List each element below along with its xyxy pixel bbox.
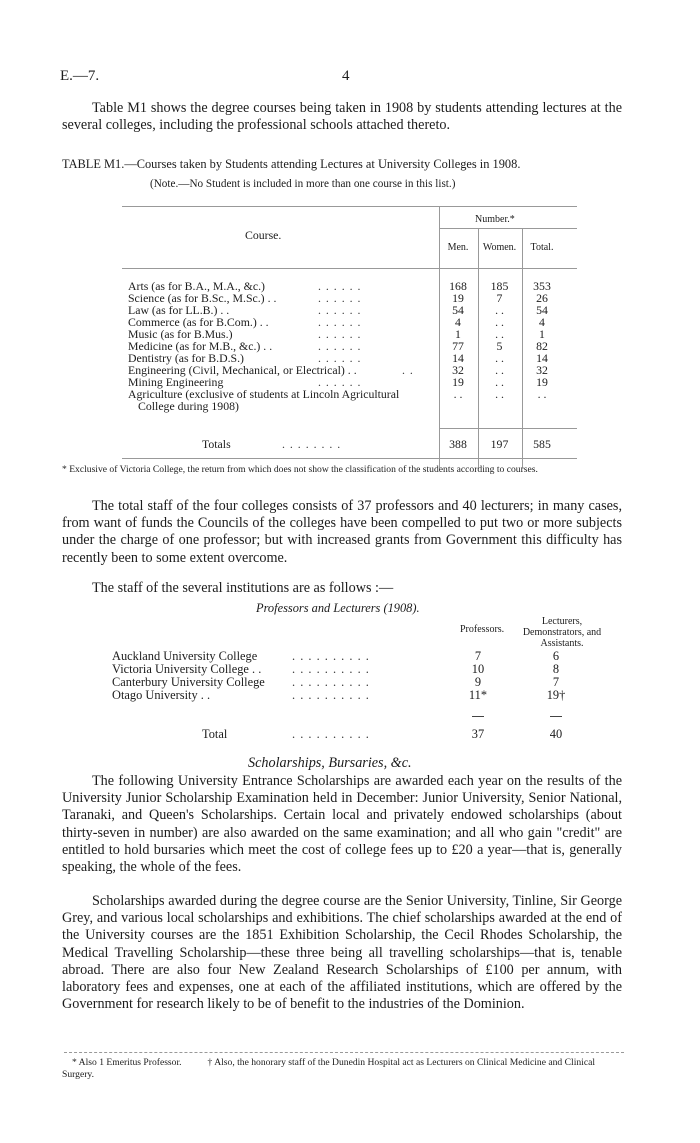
col-total-header: Total.	[530, 242, 554, 253]
women-cell: 7	[496, 291, 503, 305]
table-footnote: * Exclusive of Victoria College, the return from which does not show the classification of the students according to courses.	[62, 464, 538, 475]
leader-dots: . . . . . .	[318, 375, 362, 389]
section-heading: Scholarships, Bursaries, &c.	[248, 755, 412, 771]
women-cell: 185	[490, 279, 509, 293]
course-cell: Music (as for B.Mus.)	[128, 327, 233, 341]
course-cell: Dentistry (as for B.D.S.)	[128, 351, 244, 365]
men-cell: . .	[453, 387, 463, 401]
staff-total-row: Total . . . . . . . . . . 37 40	[202, 727, 563, 741]
total-cell: 32	[536, 363, 548, 377]
totals-top-rule	[439, 428, 577, 429]
leader-dots: . . . . . . . . . .	[292, 649, 370, 663]
col-women-header: Women.	[482, 242, 517, 253]
men-cell: 19	[452, 291, 464, 305]
staff-paragraph: The total staff of the four colleges consists of 37 professors and 40 lecturers; in many cases, from want of funds the Councils of the colleges have been compelled to put two or more subjects under the charge of one professor; but with increased grants from Government this difficulty has recently been to some extent overcome.	[62, 498, 622, 566]
total-cell: 26	[536, 291, 548, 305]
number-column-header: Number.*	[475, 214, 515, 225]
lecturers-cell: 19†	[546, 688, 566, 702]
men-cell: 77	[452, 339, 464, 353]
table-top-rule	[122, 206, 577, 207]
lecturers-cell: 7	[552, 675, 560, 689]
course-cell: Science (as for B.Sc., M.Sc.) . .	[128, 291, 277, 305]
course-cell: Medicine (as for M.B., &c.) . .	[128, 339, 273, 353]
professors-cell: 7	[474, 649, 482, 663]
professors-cell: 10	[471, 662, 485, 676]
leader-dots: . . . . . . . . . .	[292, 675, 370, 689]
list-item	[112, 689, 617, 702]
men-cell: 32	[452, 363, 464, 377]
men-cell: 19	[452, 375, 464, 389]
institution-name: Auckland University College	[112, 649, 258, 663]
total-cell: . .	[537, 387, 547, 401]
col-lecturers-header: Lecturers, Demonstrators, and Assistants.	[522, 616, 602, 649]
bottom-footnotes: * Also 1 Emeritus Professor. † Also, the honorary staff of the Dunedin Hospital act as Lecturers on Clinical Medicine and Clinical Surgery.	[62, 1057, 596, 1080]
total-cell: 4	[539, 315, 545, 329]
scholarship-paragraph-2: Scholarships awarded during the degree course are the Senior University, Tinline, Sir George Grey, and various local scholarships and exhibitions. The chief scholarships awarded at the end of the University courses are the 1851 Exhibition Scholarship, the Cecil Rhodes Scholarship, the Medical Travelling Scholarship—these three being all travelling scholarships—that is, tenable abroad. There are also four New Zealand Research Scholarships of £100 per annum, with laboratory fees and expenses, one at each of the affiliated institutions, which are offered by the Government for research likely to be of benefit to the industries of the Dominion.	[62, 893, 622, 1013]
page-header	[60, 68, 640, 88]
page-number: 4	[342, 68, 350, 84]
header-bottom-rule	[122, 268, 577, 269]
course-cell: Engineering (Civil, Mechanical, or Electrical) . .	[128, 363, 357, 377]
professors-cell: 11*	[468, 688, 488, 702]
staff-intro: The staff of the several institutions are as follows :—	[92, 580, 394, 596]
institution-name: Otago University . .	[112, 688, 211, 702]
women-cell: 5	[496, 339, 503, 353]
course-column-header: Course.	[245, 228, 282, 242]
institution-name: Victoria University College . .	[112, 662, 262, 676]
leader-dots: . . . . . .	[318, 279, 362, 293]
leader-dots: . . . . . . . . . .	[292, 688, 370, 702]
totals-row: Totals . . . . . . . . 388 197 585	[202, 437, 551, 451]
table-bottom-rule	[122, 458, 577, 459]
leader-dots: . . . . . .	[318, 291, 362, 305]
number-header-rule	[439, 228, 577, 229]
total-rule-professors	[472, 716, 484, 717]
course-cell: Agriculture (exclusive of students at Lincoln Agricultural	[128, 387, 400, 401]
course-cell: Commerce (as for B.Com.) . .	[128, 315, 269, 329]
total-cell: 19	[536, 375, 548, 389]
course-cell: Arts (as for B.A., M.A., &c.)	[128, 279, 265, 293]
women-cell: . .	[495, 375, 504, 389]
staff-table-title: Professors and Lecturers (1908).	[256, 601, 420, 615]
women-cell: . .	[495, 303, 504, 317]
col-men-header: Men.	[447, 242, 469, 253]
total-cell: 54	[536, 303, 548, 317]
report-reference: E.—7.	[60, 68, 100, 84]
men-cell: 1	[455, 327, 461, 341]
course-cell: Law (as for LL.B.) . .	[128, 303, 230, 317]
col-professors-header: Professors.	[460, 624, 505, 635]
leader-dots: . . . . . .	[318, 315, 362, 329]
footnote-divider	[64, 1052, 624, 1053]
intro-paragraph: Table M1 shows the degree courses being taken in 1908 by students attending lectures at the several colleges, including the professional schools attached thereto.	[62, 100, 622, 134]
professors-cell: 9	[474, 675, 482, 689]
men-cell: 14	[452, 351, 464, 365]
leader-dots: . . . . . . . . . .	[292, 662, 370, 676]
table-m1-note: (Note.—No Student is included in more than one course in this list.)	[150, 178, 456, 190]
men-cell: 168	[449, 279, 467, 293]
total-rule-lecturers	[550, 716, 562, 717]
women-cell: . .	[495, 327, 504, 341]
total-cell: 82	[536, 339, 548, 353]
leader-dots: . . . . . .	[318, 303, 362, 317]
total-cell: 1	[539, 327, 545, 341]
total-cell: 353	[533, 279, 551, 293]
leader-dots: . .	[402, 363, 414, 377]
women-cell: . .	[495, 351, 504, 365]
leader-dots: . . . . . .	[318, 327, 362, 341]
women-cell: . .	[495, 387, 504, 401]
table-row	[122, 400, 577, 412]
lecturers-cell: 8	[552, 662, 560, 676]
lecturers-cell: 6	[552, 649, 560, 663]
institution-name: Canterbury University College	[112, 675, 265, 689]
course-cell: College during 1908)	[138, 399, 239, 413]
leader-dots: . . . . . .	[318, 339, 362, 353]
scholarship-paragraph-1: The following University Entrance Scholarships are awarded each year on the results of the University Junior Scholarship Examination held in December: Junior University, Senior National, Taranaki, and Queen's Scholarships. Certain local and privately endowed scholarships (about thirty-seven in number) are also awarded on the same examination; and all who gain "credit" are entitled to hold bursaries which meet the cost of college fees up to £20 a year—that is, generally speaking, the whole of the fees.	[62, 773, 622, 876]
men-cell: 4	[455, 315, 461, 329]
women-cell: . .	[495, 363, 504, 377]
men-cell: 54	[452, 303, 464, 317]
leader-dots: . . . . . .	[318, 351, 362, 365]
course-cell: Mining Engineering	[128, 375, 224, 389]
table-m1-caption: TABLE M1.—Courses taken by Students attending Lectures at University Colleges in 1908.	[62, 157, 521, 171]
total-cell: 14	[536, 351, 548, 365]
women-cell: . .	[495, 315, 504, 329]
